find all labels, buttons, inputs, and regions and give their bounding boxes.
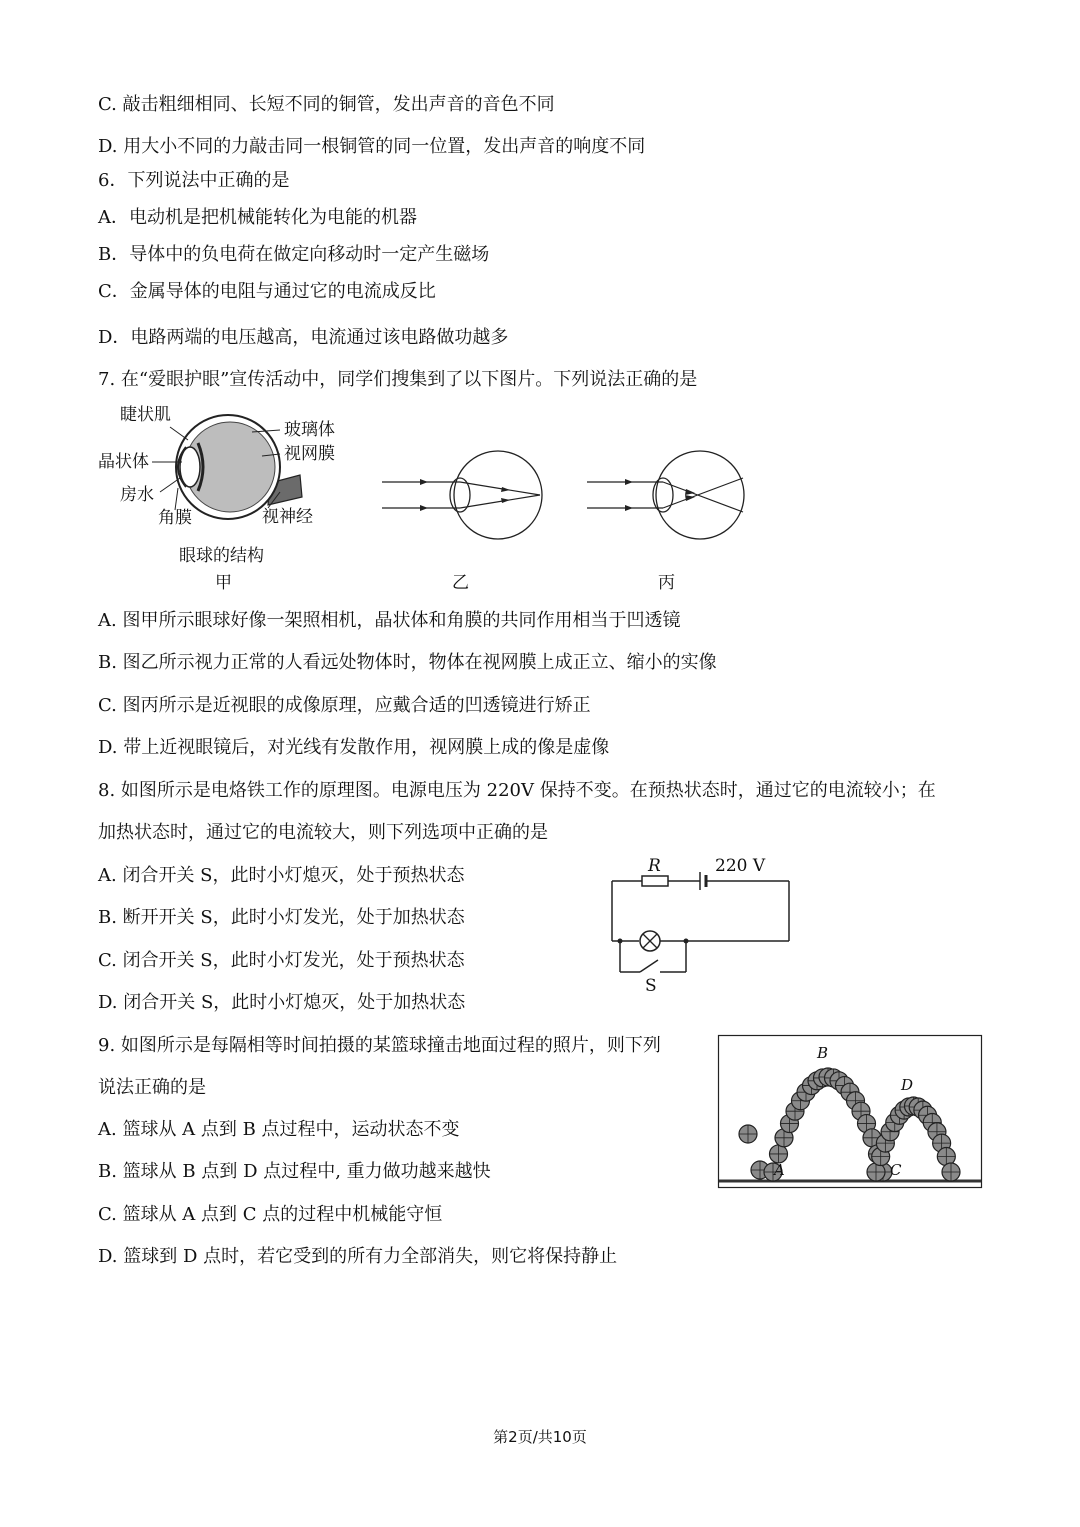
q9-option-b: B. 篮球从 B 点到 D 点过程中, 重力做功越来越快 bbox=[98, 1161, 491, 1182]
q8-option-a: A. 闭合开关 S，此时小灯熄灭，处于预热状态 bbox=[98, 865, 465, 886]
q8-option-b: B. 断开开关 S，此时小灯发光，处于加热状态 bbox=[98, 907, 465, 928]
label-vitreous: 玻璃体 bbox=[284, 420, 335, 440]
q9-stem-line2: 说法正确的是 bbox=[98, 1077, 206, 1098]
q8-stem-line2: 加热状态时，通过它的电流较大，则下列选项中正确的是 bbox=[98, 822, 548, 843]
label-aqueous-humor: 房水 bbox=[120, 485, 154, 505]
label-point-b: B bbox=[817, 1044, 829, 1062]
label-switch: S bbox=[645, 976, 657, 996]
label-retina: 视网膜 bbox=[284, 444, 335, 464]
q9-stem-line1: 9. 如图所示是每隔相等时间拍摄的某篮球撞击地面过程的照片，则下列 bbox=[98, 1035, 661, 1056]
label-optic-nerve: 视神经 bbox=[262, 507, 313, 527]
q7-option-c: C. 图丙所示是近视眼的成像原理，应戴合适的凹透镜进行矫正 bbox=[98, 695, 591, 716]
q6-stem: 6．下列说法中正确的是 bbox=[98, 170, 290, 191]
q7-option-d: D. 带上近视眼镜后，对光线有发散作用，视网膜上成的像是虚像 bbox=[98, 737, 610, 758]
q8-option-c: C. 闭合开关 S，此时小灯发光，处于预热状态 bbox=[98, 950, 465, 971]
q6-option-a: A．电动机是把机械能转化为电能的机器 bbox=[98, 207, 417, 228]
label-cornea: 角膜 bbox=[158, 508, 192, 528]
label-point-a: A bbox=[774, 1161, 785, 1179]
figure-label-yi: 乙 bbox=[452, 573, 469, 593]
figure-label-jia: 甲 bbox=[215, 573, 232, 593]
q6-option-d: D．电路两端的电压越高，电流通过该电路做功越多 bbox=[98, 327, 509, 348]
q6-option-c: C．金属导体的电阻与通过它的电流成反比 bbox=[98, 281, 436, 302]
label-resistor: R bbox=[648, 856, 661, 876]
q6-option-b: B．导体中的负电荷在做定向移动时一定产生磁场 bbox=[98, 244, 490, 265]
label-lens: 晶状体 bbox=[98, 452, 149, 472]
q7-option-b: B. 图乙所示视力正常的人看远处物体时，物体在视网膜上成正立、缩小的实像 bbox=[98, 652, 717, 673]
figure-label-bing: 丙 bbox=[658, 573, 675, 593]
q8-stem-line1: 8. 如图所示是电烙铁工作的原理图。电源电压为 220V 保持不变。在预热状态时，通过它的电流较小；在 bbox=[98, 780, 936, 801]
resistor-symbol bbox=[642, 876, 668, 886]
page-footer: 第2页/共10页 bbox=[493, 1428, 587, 1446]
q7-stem: 7. 在“爱眼护眼”宣传活动中，同学们搜集到了以下图片。下列说法正确的是 bbox=[98, 369, 698, 390]
switch-blade bbox=[640, 960, 658, 972]
q9-option-d: D. 篮球到 D 点时，若它受到的所有力全部消失，则它将保持静止 bbox=[98, 1246, 618, 1267]
label-point-d: D bbox=[901, 1076, 914, 1094]
q7-option-a: A. 图甲所示眼球好像一架照相机，晶状体和角膜的共同作用相当于凹透镜 bbox=[98, 610, 681, 631]
q8-option-d: D. 闭合开关 S，此时小灯熄灭，处于加热状态 bbox=[98, 992, 466, 1013]
basketball-photo bbox=[718, 1035, 982, 1188]
q5-option-d: D. 用大小不同的力敲击同一根铜管的同一位置，发出声音的响度不同 bbox=[98, 136, 646, 157]
label-voltage: 220 V bbox=[715, 856, 766, 876]
q9-option-c: C. 篮球从 A 点到 C 点的过程中机械能守恒 bbox=[98, 1204, 443, 1225]
normal-eye-diagram bbox=[380, 450, 550, 545]
myopic-eye-diagram bbox=[585, 450, 755, 545]
label-ciliary-muscle: 睫状肌 bbox=[120, 405, 171, 425]
circuit-diagram bbox=[600, 860, 800, 980]
caption-eye-structure: 眼球的结构 bbox=[179, 546, 264, 566]
q9-option-a: A. 篮球从 A 点到 B 点过程中，运动状态不变 bbox=[98, 1119, 460, 1140]
q5-option-c: C. 敲击粗细相同、长短不同的铜管，发出声音的音色不同 bbox=[98, 94, 555, 115]
label-point-c: C bbox=[890, 1161, 902, 1179]
